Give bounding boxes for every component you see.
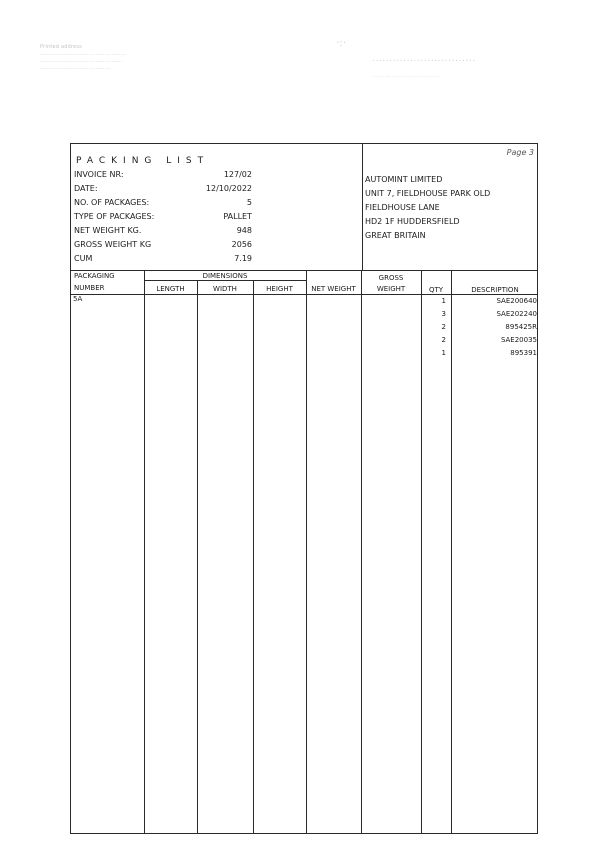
length-header: LENGTH [156, 285, 185, 293]
consignee-line: FIELDHOUSE LANE [365, 203, 440, 212]
column-divider [421, 270, 422, 833]
item-description: SAE20035 [500, 336, 537, 344]
column-divider [361, 270, 362, 833]
document-title: PACKING LIST [76, 156, 210, 166]
packing-list-document [70, 143, 538, 834]
letterhead-company: .............................. [372, 54, 476, 64]
item-qty: 3 [441, 310, 446, 318]
width-header: WIDTH [213, 285, 237, 293]
field-label: DATE: [74, 184, 98, 193]
letterhead-left [40, 44, 230, 72]
column-divider [253, 280, 254, 833]
package-number: 5A [73, 295, 83, 303]
field-label: NET WEIGHT KG. [74, 226, 142, 235]
field-value: 948 [236, 226, 252, 235]
field-value: 7.19 [234, 254, 252, 263]
letterhead-line: Printed address [40, 44, 82, 50]
field-value: PALLET [223, 212, 252, 221]
consignee-line: HD2 1F HUDDERSFIELD [365, 217, 460, 226]
item-description: SAE200640 [496, 297, 537, 305]
item-description: 895425R [505, 323, 537, 331]
field-label: GROSS WEIGHT KG [74, 240, 152, 249]
field-value: 127/02 [223, 170, 252, 179]
page-label: Page 3 [506, 148, 534, 157]
letterhead-line: ........................................ [40, 65, 112, 71]
item-qty: 2 [441, 336, 446, 344]
field-value: 2056 [231, 240, 252, 249]
net-weight-header: NET WEIGHT [311, 285, 356, 293]
gross-header: GROSS [378, 274, 404, 282]
item-description: 895391 [510, 349, 537, 357]
field-label: INVOICE NR: [74, 170, 124, 179]
column-divider [144, 270, 145, 833]
consignee-line: UNIT 7, FIELDHOUSE PARK OLD [365, 189, 491, 198]
item-qty: 2 [441, 323, 446, 331]
item-description: SAE202240 [496, 310, 537, 318]
letterhead-logo-mark: ·:· [336, 38, 347, 49]
dimensions-header: DIMENSIONS [202, 272, 248, 280]
column-divider [306, 270, 307, 833]
letterhead-line: ................................................ [40, 51, 126, 57]
number-header: NUMBER [74, 284, 105, 292]
letterhead-subtitle: ...................................... [372, 73, 440, 79]
field-label: NO. OF PACKAGES: [74, 198, 150, 207]
height-header: HEIGHT [266, 285, 293, 293]
letterhead-line: .............................................. [40, 58, 123, 64]
qty-header: QTY [428, 286, 444, 294]
consignee-line: AUTOMINT LIMITED [365, 175, 443, 184]
field-value: 5 [246, 198, 252, 207]
consignee-line: GREAT BRITAIN [365, 231, 426, 240]
description-header: DESCRIPTION [471, 286, 519, 294]
column-divider [197, 280, 198, 833]
field-label: TYPE OF PACKAGES: [74, 212, 155, 221]
weight-header: WEIGHT [376, 285, 406, 293]
field-label: CUM [74, 254, 93, 263]
item-qty: 1 [441, 297, 446, 305]
column-divider [451, 270, 452, 833]
item-qty: 1 [441, 349, 446, 357]
field-value: 12/10/2022 [205, 184, 252, 193]
info-divider [362, 144, 363, 270]
table-header-rule [71, 294, 537, 295]
packaging-header: PACKAGING [74, 272, 115, 280]
